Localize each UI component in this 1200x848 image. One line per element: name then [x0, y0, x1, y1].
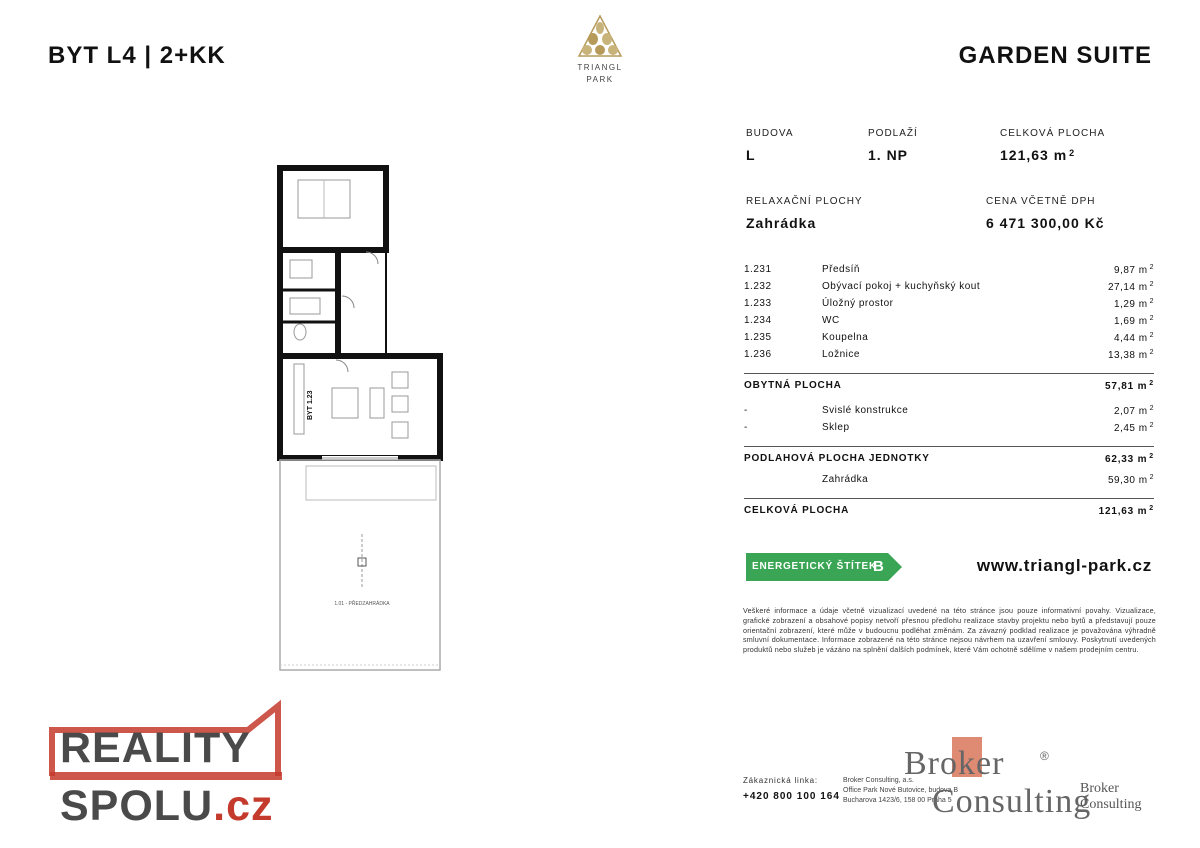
reality-spolu-watermark: REALITY SPOLU.cz — [40, 686, 290, 836]
room-code: - — [744, 405, 748, 416]
brand-logo — [560, 12, 640, 86]
unit-title: BYT L4 | 2+KK — [48, 42, 226, 69]
website-link[interactable]: www.triangl-park.cz — [976, 556, 1152, 575]
room-code: 1.232 — [744, 281, 772, 292]
table-row — [744, 347, 1154, 364]
relax-area-label: RELAXAČNÍ PLOCHY — [746, 196, 863, 207]
contact-phone[interactable]: +420 800 100 164 — [743, 791, 840, 802]
energy-class: B — [873, 558, 884, 575]
building-value: L — [746, 147, 756, 163]
brand-name-line2: PARK — [586, 75, 614, 84]
room-name: Předsíň — [822, 264, 860, 275]
broker-consulting-logo: Broker Consulting ® Broker Consulting — [900, 735, 1155, 830]
room-code: 1.233 — [744, 298, 772, 309]
table-row — [744, 296, 1154, 313]
room-area: 1,69 m $^2$ — [1114, 315, 1154, 327]
building-label: BUDOVA — [746, 128, 794, 139]
room-code: 1.234 — [744, 315, 772, 326]
room-name: Koupelna — [822, 332, 869, 343]
contact-label: Zákaznická linka: — [743, 776, 818, 785]
room-area: 1,29 m $^2$ — [1114, 298, 1154, 310]
disclaimer-text: Veškeré informace a údaje včetně vizualizací uvedené na této stránce jsou pouze informativní povahy. Vizualizace, grafické zobrazení a obsahové popisy netvoří přesnou předlohu realizace stavby projektu nebo bytů a představují pouze orientační zobrazení, které může v budoucnu podléhat změnám. Za závazný podklad realizace je považována výhradně smluvní dokumentace. Informace zobrazené na této stránce nejsou návrhem na uzavření smlouvy. Poskytnutí uvedených produktů nebo služeb je vázáno na splnění dalších podmínek, které Vám ochotně sdělíme v našem prodejním centru. — [743, 606, 1156, 655]
room-name: WC — [822, 315, 840, 326]
room-name: Ložnice — [822, 349, 860, 360]
table-row — [744, 403, 1154, 420]
table-row — [744, 262, 1154, 279]
room-area: 2,45 m $^2$ — [1114, 422, 1154, 434]
floor-plan — [270, 160, 450, 680]
table-row — [744, 279, 1154, 296]
room-area: 27,14 m $^2$ — [1107, 281, 1154, 293]
room-code: 1.235 — [744, 332, 772, 343]
floor-label: PODLAŽÍ — [868, 128, 918, 139]
room-area: 4,44 m $^2$ — [1114, 332, 1154, 344]
room-name: Sklep — [822, 422, 850, 433]
table-row — [744, 420, 1154, 437]
area-table — [744, 262, 1154, 520]
unit-label: BYT 1.23 — [307, 390, 314, 420]
room-name: Úložný prostor — [822, 298, 894, 309]
relax-area-value: Zahrádka — [746, 215, 817, 231]
unit-floor-area-row: PODLAHOVÁ PLOCHA JEDNOTKY 62,33 m $^2$ — [744, 446, 1154, 468]
total-area-value: 121,63 m $^2$ — [1000, 147, 1076, 163]
office-address: Broker Consulting, a.s. Office Park Nové Butovice, budova B Bucharova 1423/6, 158 00 Praha 5 — [843, 777, 959, 804]
room-area: 2,07 m $^2$ — [1114, 405, 1154, 417]
garden-name: Zahrádka — [822, 474, 869, 485]
garden-area: 59,30 m $^2$ — [1107, 474, 1154, 486]
room-area: 9,87 m $^2$ — [1114, 264, 1154, 276]
price-label: CENA VČETNĚ DPH — [986, 196, 1096, 207]
suite-title: GARDEN SUITE — [958, 42, 1152, 69]
price-value: 6 471 300,00 Kč — [986, 215, 1105, 231]
energy-label-text: ENERGETICKÝ ŠTÍTEK — [752, 561, 877, 572]
room-name: Svislé konstrukce — [822, 405, 909, 416]
floor-value: 1. NP — [868, 147, 909, 163]
table-row — [744, 330, 1154, 347]
room-area: 13,38 m $^2$ — [1107, 349, 1154, 361]
brand-name-line1: TRIANGL — [577, 63, 623, 72]
table-row — [744, 313, 1154, 330]
room-code: 1.236 — [744, 349, 772, 360]
grand-total-row: CELKOVÁ PLOCHA 121,63 m $^2$ — [744, 498, 1154, 520]
energy-label-badge — [746, 553, 902, 581]
room-code: 1.231 — [744, 264, 772, 275]
room-name: Obývací pokoj + kuchyňský kout — [822, 281, 981, 292]
leaf-triangle-icon — [575, 12, 625, 62]
room-code: - — [744, 422, 748, 433]
table-row — [744, 472, 1154, 489]
garden-plan-label: 1.01 - PŘEDZAHRÁDKA — [334, 601, 390, 607]
total-area-label: CELKOVÁ PLOCHA — [1000, 128, 1106, 139]
living-area-row: OBYTNÁ PLOCHA 57,81 m $^2$ — [744, 373, 1154, 395]
